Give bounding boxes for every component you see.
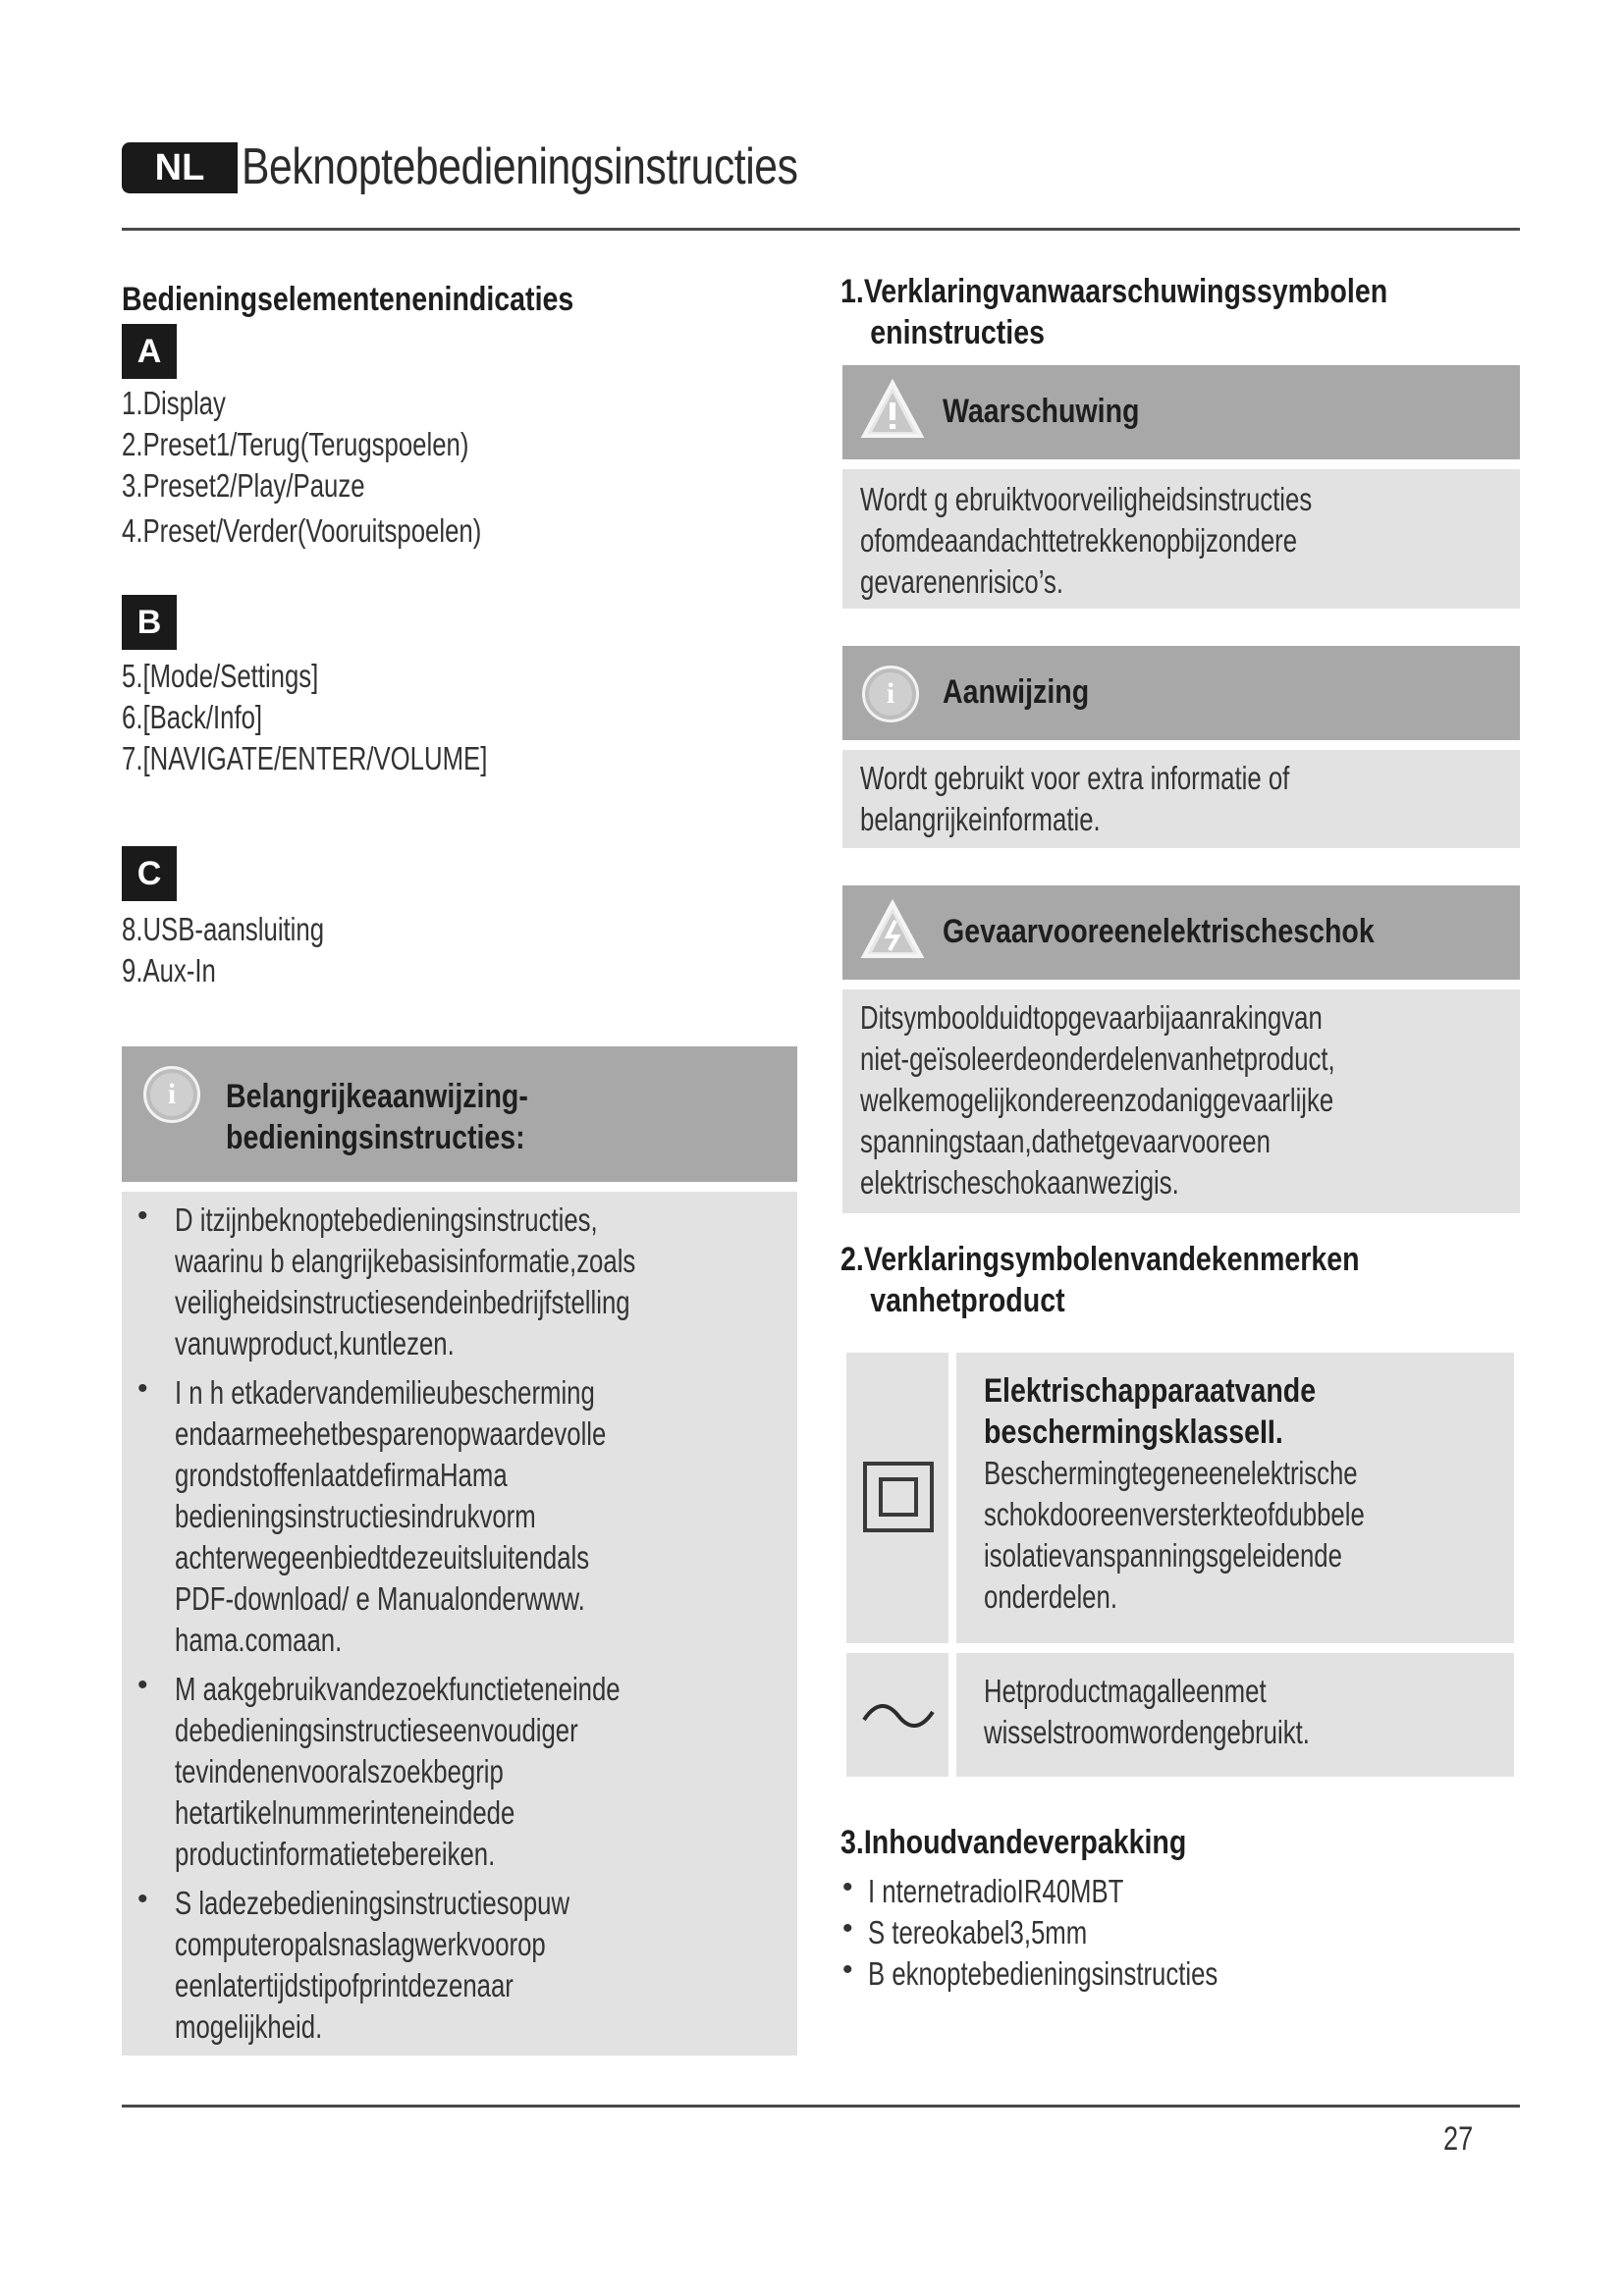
bullet-line: hetartikelnummerinteneindede (175, 1794, 515, 1831)
bullet-line: vanuwproduct,kuntlezen. (175, 1325, 455, 1362)
list-item: 4.Preset/Verder(Vooruitspoelen) (122, 512, 482, 549)
bullet-dot-icon: • (137, 1883, 148, 1915)
warning-line: Wordt g ebruiktvoorveiligheidsinstructies (860, 481, 1313, 517)
shock-line: spanningstaan,dathetgevaarvooreen (860, 1123, 1271, 1159)
note-line: belangrijkeinformatie. (860, 801, 1101, 837)
bullet-line: mogelijkheid. (175, 2008, 323, 2045)
bullet-line: eenlatertijdstipofprintdezenaar (175, 1967, 514, 2003)
page-title: Beknoptebedieningsinstructies (242, 138, 798, 195)
section3-title: 3.Inhoudvandeverpakking (840, 1824, 1187, 1861)
header-rule (122, 228, 1520, 231)
list-item: 9.Aux-In (122, 952, 216, 988)
bullet-dot-icon: • (842, 1953, 853, 1986)
group-c-list (122, 909, 381, 991)
class2-bold-line: beschermingsklasseII. (984, 1414, 1283, 1451)
warning-title: Waarschuwing (943, 393, 1140, 430)
shock-line: niet-geïsoleerdeonderdelenvanhetproduct, (860, 1041, 1335, 1077)
group-label-a: A (122, 324, 177, 379)
footer-rule (122, 2105, 1520, 2108)
section2-title-line: vanhetproduct (870, 1282, 1065, 1319)
list-item: 3.Preset2/Play/Pauze (122, 467, 365, 504)
ac-line: Hetproductmagalleenmet (984, 1673, 1267, 1709)
note-title: Aanwijzing (943, 673, 1090, 711)
bullet-line: productinformatietebereiken. (175, 1836, 496, 1872)
section2-title (840, 1239, 1360, 1321)
info-icon: i (143, 1066, 200, 1123)
bullet-line: waarinu b elangrijkebasisinformatie,zoals (175, 1243, 636, 1279)
package-item: S tereokabel3,5mm (868, 1914, 1088, 1950)
bullet-line: veiligheidsinstructiesendeinbedrijfstelling (175, 1284, 630, 1320)
bullet-line: hama.comaan. (175, 1622, 343, 1658)
electric-shock-triangle-icon (860, 899, 925, 960)
section1-title-line: eninstructies (870, 314, 1046, 351)
bullet-line: endaarmeehetbesparenopwaardevolle (175, 1415, 607, 1452)
group-label-c: C (122, 846, 177, 901)
section2-title-line: 2.Verklaringsymbolenvandekenmerken (840, 1241, 1360, 1278)
shock-title: Gevaarvooreenelektrischeschok (943, 913, 1375, 950)
language-badge: NL (122, 142, 238, 193)
bullet-dot-icon: • (842, 1871, 853, 1903)
list-item: 5.[Mode/Settings] (122, 658, 319, 694)
alternating-current-icon (860, 1698, 937, 1734)
bullet-line: I n h etkadervandemilieubescherming (175, 1374, 595, 1411)
warning-text (860, 479, 1439, 603)
note-line: Wordt gebruikt voor extra informatie of (860, 760, 1290, 796)
bullet-line: M aakgebruikvandezoekfunctieteneinde (175, 1671, 621, 1707)
class2-description (984, 1370, 1472, 1618)
bullet-line: grondstoffenlaatdefirmaHama (175, 1457, 508, 1493)
class2-line: isolatievanspanningsgeleidende (984, 1537, 1342, 1574)
class2-line: schokdooreenversterkteofdubbele (984, 1496, 1365, 1532)
bullet-dot-icon: • (842, 1912, 853, 1945)
ac-line: wisselstroomwordengebruikt. (984, 1714, 1310, 1750)
package-item: B eknoptebedieningsinstructies (868, 1955, 1218, 1992)
warning-line: ofomdeaandachttetrekkenopbijzondere (860, 522, 1298, 559)
notice-title-line: bedieningsinstructies: (226, 1119, 525, 1156)
bullet-dot-icon: • (137, 1200, 148, 1232)
list-item: 8.USB-aansluiting (122, 911, 325, 947)
group-b-list (122, 656, 590, 779)
section1-title-line: 1.Verklaringvanwaarschuwingssymbolen (840, 273, 1388, 310)
bullet-dot-icon: • (137, 1372, 148, 1405)
page-number: 27 (1443, 2120, 1474, 2158)
bullet-line: tevindenenvooralszoekbegrip (175, 1753, 504, 1789)
double-insulation-icon (862, 1461, 935, 1533)
controls-section-title: Bedieningselementenenindicaties (122, 281, 574, 318)
shock-line: welkemogelijkondereenzodaniggevaarlijke (860, 1082, 1334, 1118)
bullet-line: D itzijnbeknoptebedieningsinstructies, (175, 1201, 598, 1238)
bullet-line: PDF-download/ e Manualonderwww. (175, 1580, 585, 1617)
list-item: 7.[NAVIGATE/ENTER/VOLUME] (122, 740, 488, 776)
class2-line: Beschermingtegeneenelektrische (984, 1455, 1358, 1491)
bullet-line: achterwegeenbiedtdezeuitsluitendals (175, 1539, 590, 1575)
section1-title (840, 271, 1387, 353)
warning-triangle-icon (860, 379, 925, 440)
list-item: 2.Preset1/Terug(Terugspoelen) (122, 426, 469, 462)
shock-line: elektrischeschokaanwezigis. (860, 1164, 1179, 1201)
shock-text (860, 997, 1469, 1203)
group-label-b: B (122, 595, 177, 650)
group-a-list (122, 383, 583, 552)
notice-title-line: Belangrijkeaanwijzing- (226, 1078, 528, 1115)
package-item: I nternetradioIR40MBT (868, 1873, 1124, 1909)
info-icon: i (862, 666, 919, 722)
note-text (860, 758, 1411, 840)
bullet-dot-icon: • (137, 1669, 148, 1701)
list-item: 6.[Back/Info] (122, 699, 263, 735)
notice-title (226, 1076, 528, 1158)
class2-line: onderdelen. (984, 1578, 1117, 1615)
ac-description (984, 1671, 1402, 1753)
warning-line: gevarenenrisico’s. (860, 563, 1063, 600)
bullet-line: computeropalsnaslagwerkvoorop (175, 1926, 546, 1962)
bullet-line: debedieningsinstructieseenvoudiger (175, 1712, 578, 1748)
list-item: 1.Display (122, 385, 226, 421)
bullet-line: S ladezebedieningsinstructiesopuw (175, 1885, 570, 1921)
shock-line: Ditsymboolduidtopgevaarbijaanrakingvan (860, 999, 1323, 1036)
class2-bold-line: Elektrischapparaatvande (984, 1372, 1317, 1410)
bullet-line: bedieningsinstructiesindrukvorm (175, 1498, 536, 1534)
